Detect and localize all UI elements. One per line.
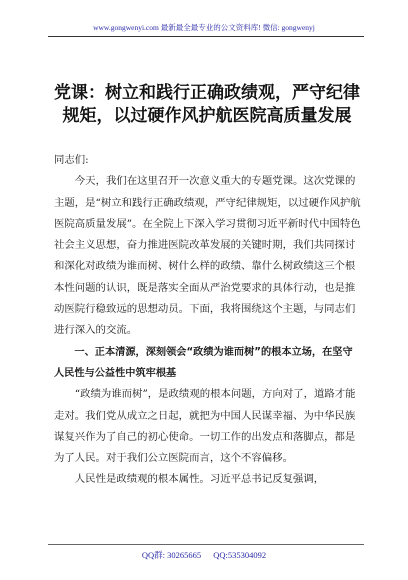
document-title: 党课：树立和践行正确政绩观，严守纪律规矩，以过硬作风护航医院高质量发展 xyxy=(54,83,360,126)
footer-qq: QQ:535304092 xyxy=(213,550,267,560)
paragraph-2: “政绩为谁而树”，是政绩观的根本问题，方向对了，道路才能走对。我们党从成立之日起，就把为中国人民谋幸福、为中华民族谋复兴作为了自己的初心使命。一切工作的出发点和落脚点，都是为了人民。对于我们公立医院而言，这个不容偏移。 xyxy=(54,388,356,465)
section-heading-1: 一、正本清源，深刻领会“政绩为谁而树”的根本立场，在坚守人民性与公益性中筑牢根基 xyxy=(54,346,353,379)
page-footer xyxy=(0,549,408,561)
footer-qq-group: QQ群: 30265665 xyxy=(141,550,202,560)
document-body xyxy=(54,150,362,491)
footer-divider xyxy=(48,544,364,545)
page-header: www.gongwenyi.com 最新最全最专业的公文资料库! 微信: gongwenyj xyxy=(93,23,315,32)
greeting: 同志们: xyxy=(54,154,89,166)
paragraph-1: 今天，我们在这里召开一次意义重大的专题党课。这次党课的主题，是“树立和践行正确政绩观，严守纪律规矩，以过硬作风护航医院高质量发展”。在全院上下深入学习贯彻习近平新时代中国特色社会主义思想，奋力推进医院改革发展的关键时期，我们共同探讨和深化对政绩为谁而树、树什么样的政绩、靠什么树政绩这三个根本性问题的认识，既是落实全面从严治党要求的具体行动，也是推动医院行稳致远的思想动员。下面，我将围绕这个主题，与同志们进行深入的交流。 xyxy=(54,175,361,337)
header-divider xyxy=(48,36,364,37)
paragraph-3: 人民性是政绩观的根本属性。习近平总书记反复强调， xyxy=(74,473,325,486)
